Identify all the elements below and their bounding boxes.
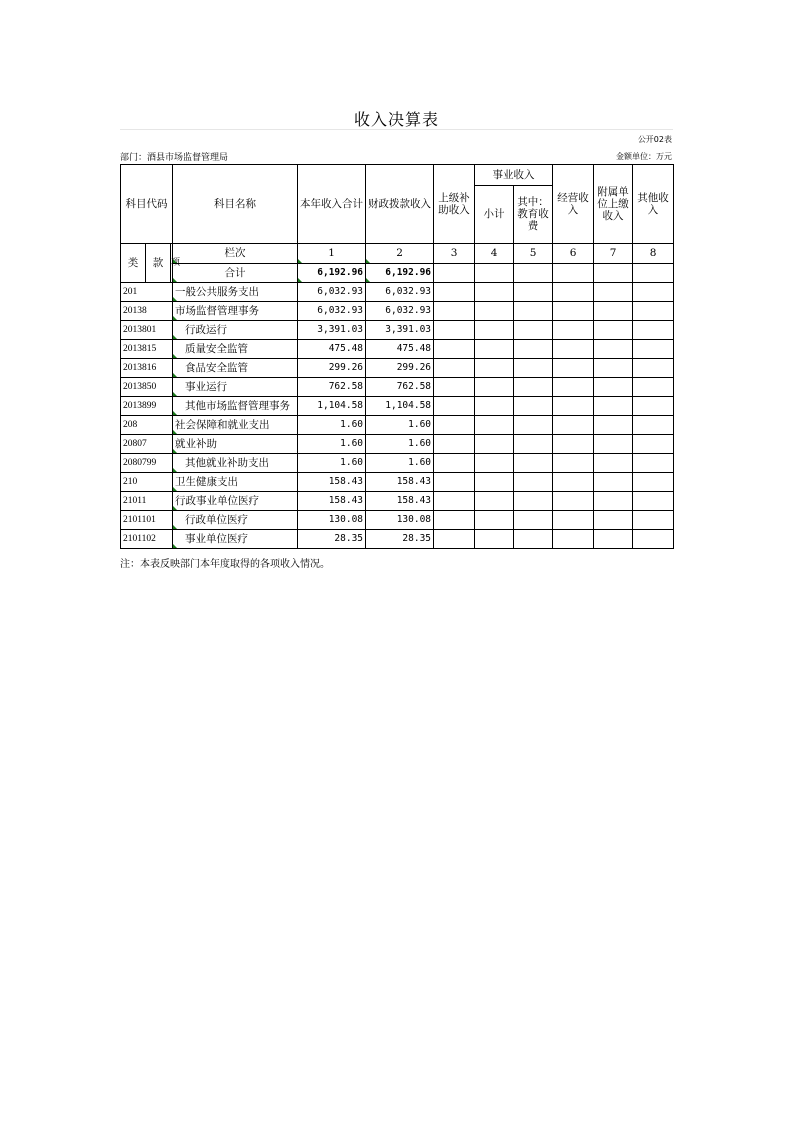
row-code: 2101101 <box>121 511 173 530</box>
table-row <box>121 283 674 302</box>
header-other: 其他收入 <box>633 165 674 244</box>
row-fiscal: 1.60 <box>366 454 434 473</box>
row-empty-cell <box>514 492 553 511</box>
header-edu: 其中：教育收费 <box>514 185 553 243</box>
row-code: 2013816 <box>121 359 173 378</box>
table-row <box>121 321 674 340</box>
row-empty-cell <box>594 454 633 473</box>
row-total: 6,032.93 <box>298 302 366 321</box>
row-total: 762.58 <box>298 378 366 397</box>
row-code: 2080799 <box>121 454 173 473</box>
col-index-8: 8 <box>633 244 674 264</box>
row-empty-cell <box>434 283 475 302</box>
row-name: 行政事业单位医疗 <box>173 492 298 511</box>
row-empty-cell <box>633 321 674 340</box>
row-empty-cell <box>434 397 475 416</box>
row-empty-cell <box>594 530 633 549</box>
header-operating: 经营收入 <box>553 165 594 244</box>
row-empty-cell <box>553 492 594 511</box>
table-row <box>121 511 674 530</box>
row-empty-cell <box>475 302 514 321</box>
row-empty-cell <box>553 283 594 302</box>
row-total: 1.60 <box>298 454 366 473</box>
row-code: 2101102 <box>121 530 173 549</box>
col-index-1: 1 <box>298 244 366 264</box>
row-total: 1.60 <box>298 435 366 454</box>
row-empty-cell <box>475 473 514 492</box>
row-fiscal: 6,032.93 <box>366 302 434 321</box>
row-fiscal: 1,104.58 <box>366 397 434 416</box>
col-index-7: 7 <box>594 244 633 264</box>
header-subtotal: 小计 <box>475 185 514 243</box>
row-total: 158.43 <box>298 492 366 511</box>
row-empty-cell <box>633 473 674 492</box>
row-fiscal: 28.35 <box>366 530 434 549</box>
row-total: 475.48 <box>298 340 366 359</box>
row-empty-cell <box>594 302 633 321</box>
row-empty-cell <box>514 321 553 340</box>
header-name: 科目名称 <box>173 165 298 244</box>
table-row <box>121 359 674 378</box>
row-empty-cell <box>475 359 514 378</box>
row-fiscal: 158.43 <box>366 473 434 492</box>
row-empty-cell <box>633 530 674 549</box>
col-index-5: 5 <box>514 244 553 264</box>
department-row <box>120 147 673 164</box>
row-empty-cell <box>594 359 633 378</box>
row-empty-cell <box>633 511 674 530</box>
row-fiscal: 762.58 <box>366 378 434 397</box>
row-empty-cell <box>434 321 475 340</box>
row-empty-cell <box>434 492 475 511</box>
row-empty-cell <box>594 435 633 454</box>
row-empty-cell <box>553 321 594 340</box>
row-code: 201 <box>121 283 173 302</box>
row-empty-cell <box>594 321 633 340</box>
row-fiscal: 475.48 <box>366 340 434 359</box>
row-empty-cell <box>475 492 514 511</box>
report-sheet <box>120 104 673 575</box>
col-index-6: 6 <box>553 244 594 264</box>
table-row <box>121 378 674 397</box>
row-empty-cell <box>553 378 594 397</box>
row-empty-cell <box>514 416 553 435</box>
row-empty-cell <box>514 435 553 454</box>
table-row <box>121 530 674 549</box>
row-name: 食品安全监管 <box>173 359 298 378</box>
row-total: 3,391.03 <box>298 321 366 340</box>
row-fiscal: 299.26 <box>366 359 434 378</box>
row-empty-cell <box>553 416 594 435</box>
header-code: 科目代码 <box>121 165 173 244</box>
header-fiscal: 财政拨款收入 <box>366 165 434 244</box>
row-empty-cell <box>475 321 514 340</box>
row-empty-cell <box>553 454 594 473</box>
row-total: 28.35 <box>298 530 366 549</box>
row-name: 行政运行 <box>173 321 298 340</box>
row-empty-cell <box>434 530 475 549</box>
row-name: 其他市场监督管理事务 <box>173 397 298 416</box>
header-xiang: 项 <box>171 244 173 283</box>
row-empty-cell <box>434 416 475 435</box>
row-name: 事业运行 <box>173 378 298 397</box>
row-empty-cell <box>553 340 594 359</box>
header-business: 事业收入 <box>475 165 553 186</box>
row-fiscal: 6,032.93 <box>366 283 434 302</box>
report-title: 收入决算表 <box>353 110 439 129</box>
row-empty-cell <box>594 397 633 416</box>
row-empty-cell <box>514 473 553 492</box>
row-empty-cell <box>434 340 475 359</box>
row-empty-cell <box>553 530 594 549</box>
row-total: 299.26 <box>298 359 366 378</box>
row-code: 2013899 <box>121 397 173 416</box>
row-empty-cell <box>633 454 674 473</box>
row-empty-cell <box>633 416 674 435</box>
row-name: 就业补助 <box>173 435 298 454</box>
table-row <box>121 454 674 473</box>
row-empty-cell <box>633 302 674 321</box>
table-row <box>121 302 674 321</box>
row-fiscal: 158.43 <box>366 492 434 511</box>
col-index-4: 4 <box>475 244 514 264</box>
row-empty-cell <box>514 530 553 549</box>
row-fiscal: 3,391.03 <box>366 321 434 340</box>
row-empty-cell <box>594 473 633 492</box>
row-name: 其他就业补助支出 <box>173 454 298 473</box>
row-empty-cell <box>633 283 674 302</box>
row-empty-cell <box>633 378 674 397</box>
row-name: 市场监督管理事务 <box>173 302 298 321</box>
row-empty-cell <box>594 492 633 511</box>
row-empty-cell <box>594 416 633 435</box>
row-empty-cell <box>475 397 514 416</box>
row-empty-cell <box>594 283 633 302</box>
table-row <box>121 397 674 416</box>
row-empty-cell <box>434 302 475 321</box>
total-amount: 6,192.96 <box>298 263 366 283</box>
row-total: 6,032.93 <box>298 283 366 302</box>
row-name: 事业单位医疗 <box>173 530 298 549</box>
header-lanci: 栏次 <box>173 244 298 264</box>
row-code: 2013815 <box>121 340 173 359</box>
row-total: 158.43 <box>298 473 366 492</box>
header-lei: 类 <box>121 244 146 283</box>
table-row <box>121 435 674 454</box>
row-empty-cell <box>434 473 475 492</box>
row-empty-cell <box>475 530 514 549</box>
header-kuan: 款 <box>146 244 171 283</box>
row-empty-cell <box>514 511 553 530</box>
row-fiscal: 1.60 <box>366 416 434 435</box>
row-empty-cell <box>514 454 553 473</box>
row-empty-cell <box>553 397 594 416</box>
row-empty-cell <box>475 283 514 302</box>
unit-label: 金额单位：万元 <box>616 152 672 161</box>
header-total: 本年收入合计 <box>298 165 366 244</box>
row-code: 210 <box>121 473 173 492</box>
footnote: 注：本表反映部门本年度取得的各项收入情况。 <box>120 559 330 570</box>
row-empty-cell <box>434 435 475 454</box>
row-empty-cell <box>514 283 553 302</box>
row-empty-cell <box>514 302 553 321</box>
row-total: 130.08 <box>298 511 366 530</box>
row-empty-cell <box>553 435 594 454</box>
row-empty-cell <box>434 454 475 473</box>
row-empty-cell <box>633 359 674 378</box>
row-name: 行政单位医疗 <box>173 511 298 530</box>
row-name: 质量安全监管 <box>173 340 298 359</box>
row-empty-cell <box>633 340 674 359</box>
department-label: 部门：酒县市场监督管理局 <box>120 153 229 163</box>
row-fiscal: 1.60 <box>366 435 434 454</box>
row-code: 208 <box>121 416 173 435</box>
header-superior: 上级补助收入 <box>434 165 475 244</box>
row-empty-cell <box>633 492 674 511</box>
row-empty-cell <box>434 511 475 530</box>
row-total: 1.60 <box>298 416 366 435</box>
row-empty-cell <box>514 397 553 416</box>
row-empty-cell <box>514 359 553 378</box>
row-empty-cell <box>633 435 674 454</box>
row-empty-cell <box>553 359 594 378</box>
row-empty-cell <box>594 340 633 359</box>
row-empty-cell <box>553 511 594 530</box>
row-empty-cell <box>514 340 553 359</box>
row-empty-cell <box>475 511 514 530</box>
table-row <box>121 492 674 511</box>
row-name: 一般公共服务支出 <box>173 283 298 302</box>
row-code: 21011 <box>121 492 173 511</box>
table-row <box>121 473 674 492</box>
row-code: 20807 <box>121 435 173 454</box>
table-row <box>121 416 674 435</box>
row-empty-cell <box>475 378 514 397</box>
col-index-2: 2 <box>366 244 434 264</box>
title-row <box>120 104 673 130</box>
row-code: 2013801 <box>121 321 173 340</box>
row-name: 卫生健康支出 <box>173 473 298 492</box>
table-row <box>121 340 674 359</box>
row-empty-cell <box>475 340 514 359</box>
header-affiliated: 附属单位上缴收入 <box>594 165 633 244</box>
row-empty-cell <box>434 359 475 378</box>
row-empty-cell <box>475 416 514 435</box>
total-fiscal: 6,192.96 <box>366 263 434 283</box>
row-code: 20138 <box>121 302 173 321</box>
row-empty-cell <box>475 454 514 473</box>
row-empty-cell <box>594 378 633 397</box>
row-fiscal: 130.08 <box>366 511 434 530</box>
income-table <box>120 164 674 549</box>
row-empty-cell <box>594 511 633 530</box>
row-empty-cell <box>434 378 475 397</box>
row-name: 社会保障和就业支出 <box>173 416 298 435</box>
row-empty-cell <box>553 302 594 321</box>
row-empty-cell <box>514 378 553 397</box>
form-number-row <box>120 130 673 147</box>
form-number: 公开02表 <box>637 135 672 144</box>
row-empty-cell <box>475 435 514 454</box>
row-code: 2013850 <box>121 378 173 397</box>
col-index-3: 3 <box>434 244 475 264</box>
total-label: 合计 <box>173 263 298 283</box>
table-body <box>121 283 674 549</box>
row-empty-cell <box>633 397 674 416</box>
row-total: 1,104.58 <box>298 397 366 416</box>
row-empty-cell <box>553 473 594 492</box>
